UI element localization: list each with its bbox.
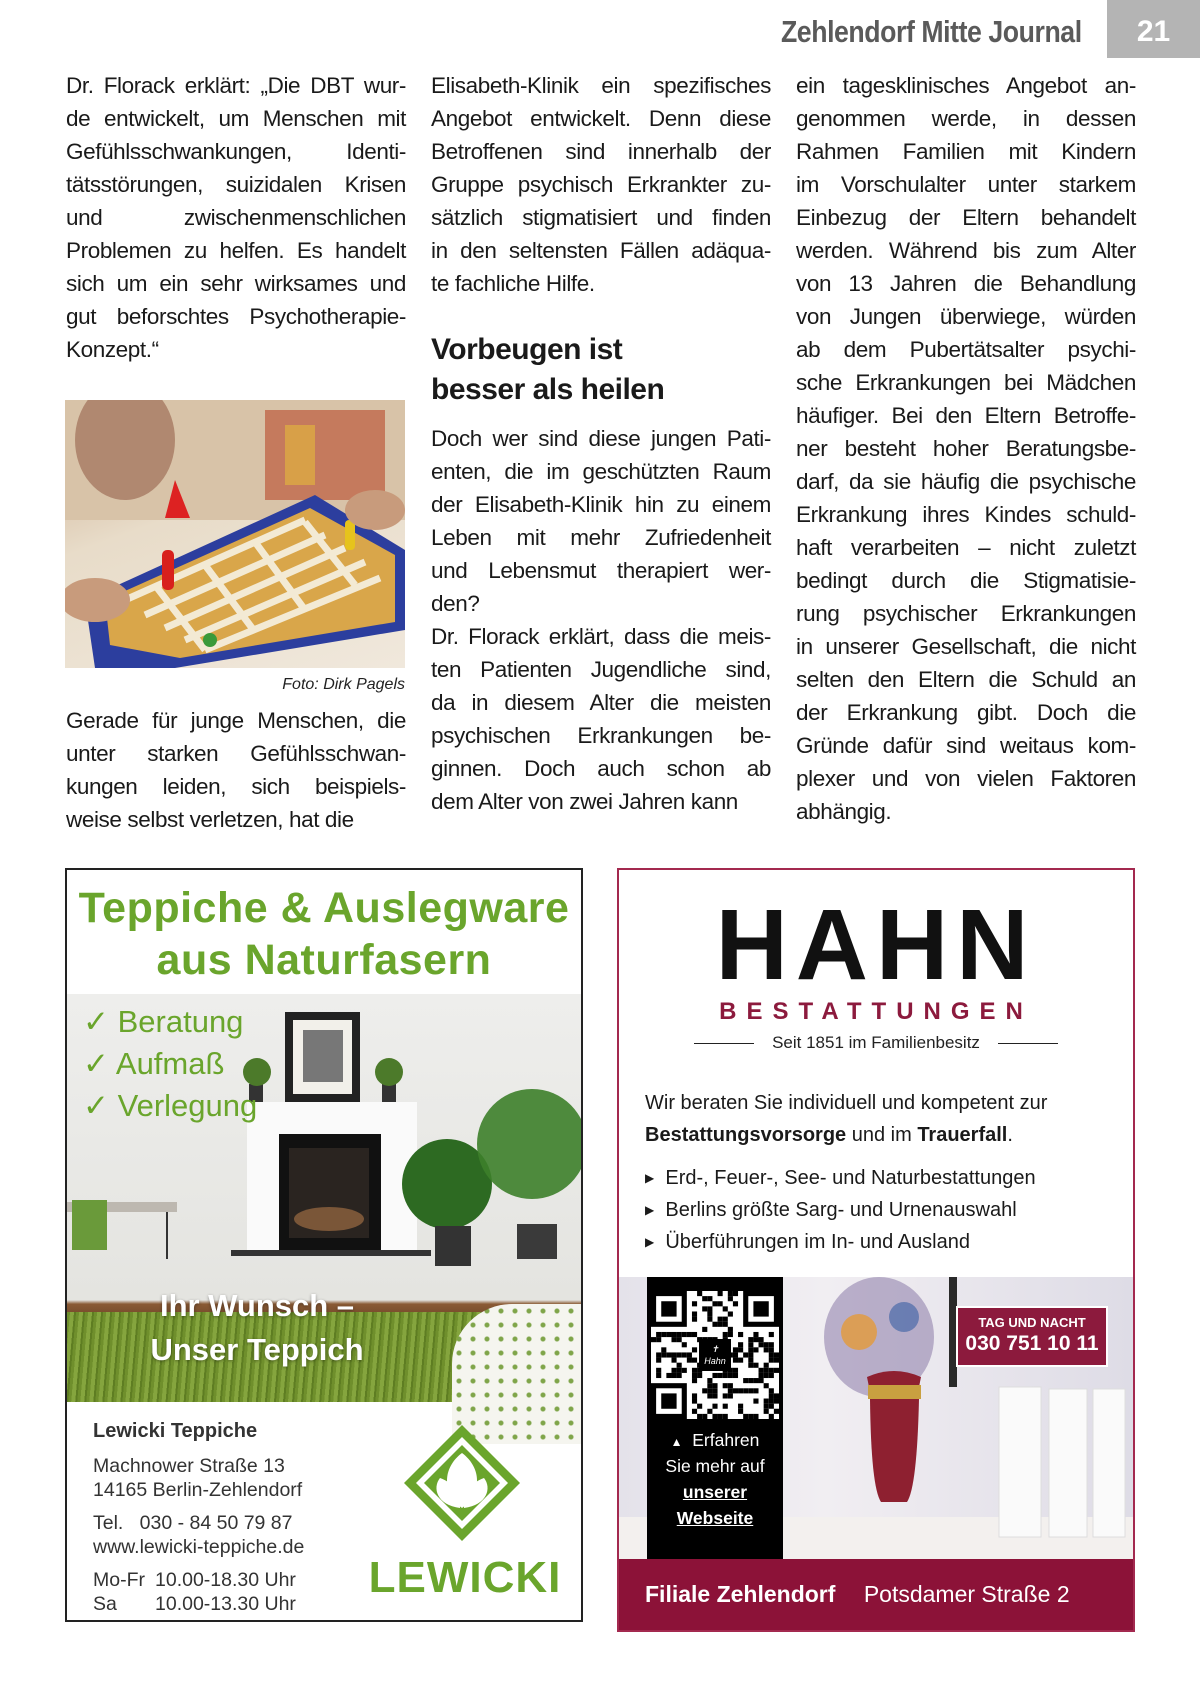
text-line: Doch wer sind diese jungen Pati-	[431, 426, 771, 451]
hahn-bestattungen-advertisement[interactable]	[617, 868, 1135, 1632]
text-line: psychischen Erkrankungen be-	[431, 723, 771, 748]
phone-number[interactable]: 030 751 10 11	[965, 1332, 1099, 1355]
text-line: Gerade für junge Menschen, die	[66, 708, 406, 733]
text-line: ten Patienten Jugendliche sind,	[431, 657, 771, 682]
lewicki-advertisement[interactable]	[65, 868, 583, 1622]
qr-code-panel[interactable]	[647, 1277, 783, 1559]
board-game-illustration	[65, 400, 405, 668]
checkmark-icon: ✓	[83, 1004, 109, 1039]
article-column-1	[66, 69, 406, 366]
hours-weekdays: Mo-Fr 10.00-18.30 Uhr	[93, 1569, 296, 1591]
text-line: den?	[431, 591, 480, 616]
text-line: abhängig.	[796, 799, 892, 824]
text-line: ab dem Pubertätsalter psychi-	[796, 337, 1136, 362]
divider	[694, 1043, 754, 1044]
text-line: Rahmen Familien mit Kindern	[796, 139, 1136, 164]
text-line: gut beforschtes Psychotherapie-	[66, 304, 406, 329]
text-line: darf, da sie häufig die psychische	[796, 469, 1136, 494]
text-line: Konzept.“	[66, 337, 159, 362]
text-line: Einbezug der Eltern behandelt	[796, 205, 1136, 230]
subheading-line: Vorbeugen ist	[431, 333, 623, 366]
ad-title-line1: Teppiche & Auslegware	[78, 884, 570, 932]
qr-code[interactable]	[651, 1291, 779, 1419]
lewicki-logo-text: LEWICKI	[368, 1553, 562, 1602]
text-line: kungen leiden, sich beispiels-	[66, 774, 406, 799]
text-line: Elisabeth-Klinik ein spezifisches	[431, 73, 771, 98]
text-line: in den seltensten Fällen adäqua-	[431, 238, 771, 263]
article-paragraph	[431, 69, 771, 300]
text-line: Angebot entwickelt. Denn diese	[431, 106, 771, 131]
article-column-3	[796, 69, 1136, 828]
branch-address: Potsdamer Straße 2	[863, 1581, 1070, 1607]
text-line: Betroffenen sind innerhalb der	[431, 139, 771, 164]
triangle-bullet-icon: ▶	[645, 1235, 655, 1249]
text-line: unter starken Gefühlsschwan-	[66, 741, 406, 766]
phone-label: TAG UND NACHT	[978, 1315, 1086, 1330]
article-paragraph	[66, 704, 406, 836]
qr-center-logo: ✝ Hahn	[699, 1339, 731, 1371]
hahn-logo: HAHN	[715, 889, 1037, 1001]
text-line: sche Erkrankungen bei Mädchen	[796, 370, 1136, 395]
service-bullet: ▶ Erd-, Feuer-, See- und Naturbestattungen	[645, 1167, 1036, 1189]
check-item-verlegung: ✓ Verlegung	[83, 1088, 258, 1123]
text-line: Leben mit mehr Zufriedenheit	[431, 525, 771, 550]
text-line: Dr. Florack erklärt: „Die DBT wur-	[66, 73, 406, 98]
living-room-photo	[67, 994, 581, 1402]
text-line: plexer und von vielen Faktoren	[796, 766, 1136, 791]
text-line: genommen werde, in dessen	[796, 106, 1136, 131]
text-line: häufiger. Bei den Eltern Betroffe-	[796, 403, 1136, 428]
text-line: ner besteht hoher Beratungsbe-	[796, 436, 1136, 461]
company-name: Lewicki Teppiche	[93, 1420, 258, 1442]
article-subheading	[431, 330, 771, 410]
qr-text-line1: ▲ Erfahren	[670, 1430, 760, 1450]
article-paragraph	[431, 422, 771, 818]
check-item-beratung: ✓ Beratung	[83, 1004, 244, 1039]
text-line: von Jungen überwiege, würden	[796, 304, 1136, 329]
text-line: von 13 Jahren die Behandlung	[796, 271, 1136, 296]
journal-title: Zehlendorf Mitte Journal	[781, 14, 1082, 49]
article-column-2	[431, 69, 771, 818]
text-line: selten den Eltern die Schuld an	[796, 667, 1136, 692]
text-line: bedingt durch die Stigmatisie-	[796, 568, 1136, 593]
text-line: und zwischenmenschlichen	[66, 205, 406, 230]
branch-footer	[619, 1559, 1133, 1630]
emergency-phone-box[interactable]	[956, 1306, 1108, 1367]
text-line: da in diesem Alter die meisten	[431, 690, 771, 715]
photo-caption: Foto: Dirk Pagels	[282, 676, 405, 693]
service-bullet: ▶ Überführungen im In- und Ausland	[645, 1231, 970, 1253]
text-line: und Lebensmut therapiert wer-	[431, 558, 771, 583]
lewicki-leaf-logo-icon	[402, 1423, 522, 1543]
text-line: im Vorschulalter unter starkem	[796, 172, 1136, 197]
ad-title-line2: aus Naturfasern	[156, 936, 492, 984]
triangle-bullet-icon: ▶	[645, 1171, 655, 1185]
article-paragraph	[66, 69, 406, 366]
street-address: Machnower Straße 13	[93, 1455, 285, 1477]
text-line: sätzlich stigmatisiert und finden	[431, 205, 771, 230]
checkmark-icon: ✓	[83, 1046, 109, 1081]
website-link-line1[interactable]: unserer	[682, 1482, 748, 1502]
triangle-bullet-icon: ▶	[645, 1203, 655, 1217]
text-line: werden. Während bis zum Alter	[796, 238, 1136, 263]
since-line: Seit 1851 im Familienbesitz	[619, 1033, 1133, 1053]
text-line: te fachliche Hilfe.	[431, 271, 595, 296]
arrow-up-icon: ▲	[670, 1435, 683, 1449]
text-line: dem Alter von zwei Jahren kann	[431, 789, 738, 814]
website-link[interactable]: www.lewicki-teppiche.de	[93, 1536, 305, 1558]
page-number: 21	[1107, 0, 1200, 58]
divider	[998, 1043, 1058, 1044]
text-line: sich um ein sehr wirksames und	[66, 271, 406, 296]
article-paragraph	[796, 69, 1136, 828]
text-line: Gefühlsschwankungen, Identi-	[66, 139, 406, 164]
urn-photo	[619, 1277, 1133, 1559]
text-line: ginnen. Doch auch schon ab	[431, 756, 771, 781]
text-line: rung psychischer Erkrankungen	[796, 601, 1136, 626]
article-photo-board-game	[65, 400, 405, 668]
text-line: ein tagesklinisches Angebot an-	[796, 73, 1136, 98]
text-line: de entwickelt, um Menschen mit	[66, 106, 406, 131]
text-line: tätsstörungen, suizidalen Krisen	[66, 172, 406, 197]
ad-slogan: Ihr Wunsch – Unser Teppich	[150, 1288, 364, 1367]
checkmark-icon: ✓	[83, 1088, 109, 1123]
text-line: der Erkrankung gibt. Doch die	[796, 700, 1136, 725]
text-line: in unserer Gesellschaft, die nicht	[796, 634, 1136, 659]
telephone: Tel. 030 - 84 50 79 87	[93, 1512, 293, 1534]
intro-text-line1: Wir beraten Sie individuell und kompetent zur	[645, 1092, 1048, 1114]
article-column-1-continued	[66, 704, 406, 836]
text-line: haft verarbeiten – nicht zuletzt	[796, 535, 1136, 560]
service-bullet: ▶ Berlins größte Sarg- und Urnenauswahl	[645, 1199, 1017, 1221]
text-line: Gründe dafür sind weitaus kom-	[796, 733, 1136, 758]
text-line: Gruppe psychisch Erkrankter zu-	[431, 172, 771, 197]
subheading-line: besser als heilen	[431, 373, 665, 406]
text-line: weise selbst verletzen, hat die	[66, 807, 354, 832]
hours-saturday: Sa 10.00-13.30 Uhr	[93, 1593, 296, 1615]
branch-name: Filiale Zehlendorf	[645, 1581, 836, 1607]
text-line: Dr. Florack erklärt, dass die meis-	[431, 624, 771, 649]
hahn-logo-subtitle: BESTATTUNGEN	[719, 998, 1033, 1025]
text-line: der Elisabeth-Klinik hin zu einem	[431, 492, 771, 517]
text-line: Problemen zu helfen. Es handelt	[66, 238, 406, 263]
website-link-line2[interactable]: Webseite	[676, 1508, 754, 1528]
text-line: Erkrankung ihres Kindes schuld-	[796, 502, 1136, 527]
intro-text-line2: Bestattungsvorsorge und im Trauerfall.	[645, 1124, 1013, 1146]
check-item-aufmass: ✓ Aufmaß	[83, 1046, 225, 1081]
city-address: 14165 Berlin-Zehlendorf	[93, 1479, 303, 1501]
text-line: enten, die im geschützten Raum	[431, 459, 771, 484]
qr-text-line2: Sie mehr auf	[665, 1456, 765, 1476]
